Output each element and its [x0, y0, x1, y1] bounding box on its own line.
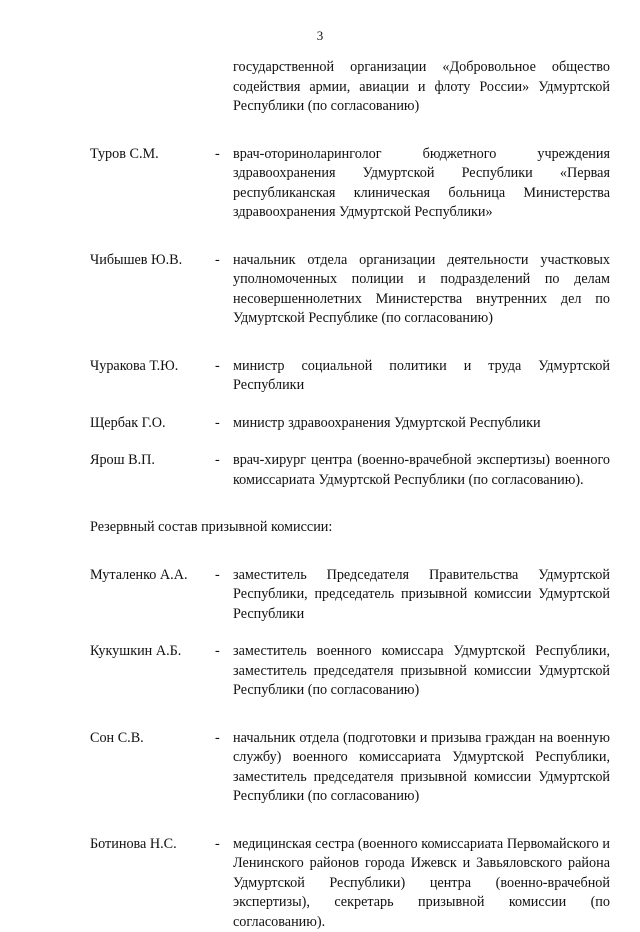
member-name: Ботинова Н.С. [90, 835, 215, 855]
member-description: медицинская сестра (военного комиссариата Первомайского и Ленинского районов города Ижевск и Завьяловского района Удмуртской Республики) центра (военно-врачебной экспертизы), секретарь призывной комиссии (по согласованию). [233, 835, 610, 932]
dash-separator: - [215, 642, 233, 662]
dash-separator: - [215, 729, 233, 749]
member-description: заместитель военного комиссара Удмуртской Республики, заместитель председателя призывной комиссии Удмуртской Республики (по согласованию) [233, 642, 610, 701]
page-number: 3 [0, 28, 640, 44]
member-description: заместитель Председателя Правительства Удмуртской Республики, председатель призывной комиссии Удмуртской Республики [233, 566, 610, 625]
dash-separator: - [215, 835, 233, 855]
member-entry [90, 451, 610, 490]
member-name: Чибышев Ю.В. [90, 251, 215, 271]
member-name: Кукушкин А.Б. [90, 642, 215, 662]
member-description: начальник отдела (подготовки и призыва граждан на военную службу) военного комиссариата Удмуртской Республики, заместитель председателя призывной комиссии Удмуртской Республики (по согласованию) [233, 729, 610, 807]
dash-separator: - [215, 251, 233, 271]
member-entry [90, 145, 610, 223]
member-entry [90, 414, 610, 434]
member-description: врач-хирург центра (военно-врачебной экспертизы) военного комиссариата Удмуртской Республики (по согласованию). [233, 451, 610, 490]
dash-separator: - [215, 414, 233, 434]
member-name: Туров С.М. [90, 145, 215, 165]
dash-separator: - [215, 145, 233, 165]
reserve-member-entry [90, 642, 610, 701]
member-description: начальник отдела организации деятельности участковых уполномоченных полиции и подразделений по делам несовершеннолетних Министерства внутренних дел по Удмуртской Республике (по согласованию) [233, 251, 610, 329]
member-description: министр здравоохранения Удмуртской Республики [233, 414, 610, 434]
dash-separator: - [215, 451, 233, 471]
reserve-member-entry [90, 566, 610, 625]
continuation-text: государственной организации «Добровольное общество содействия армии, авиации и флоту России» Удмуртской Республики (по согласованию) [233, 58, 610, 117]
reserve-member-entry [90, 835, 610, 932]
member-description: министр социальной политики и труда Удмуртской Республики [233, 357, 610, 396]
member-entry [90, 251, 610, 329]
member-name: Чуракова Т.Ю. [90, 357, 215, 377]
member-name: Муталенко А.А. [90, 566, 215, 586]
member-description: врач-оториноларинголог бюджетного учреждения здравоохранения Удмуртской Республики «Первая республиканская клиническая больница Министерства здравоохранения Удмуртской Республики» [233, 145, 610, 223]
dash-separator: - [215, 357, 233, 377]
member-name: Сон С.В. [90, 729, 215, 749]
member-entry [90, 357, 610, 396]
member-name: Щербак Г.О. [90, 414, 215, 434]
reserve-member-entry [90, 729, 610, 807]
member-name: Ярош В.П. [90, 451, 215, 471]
reserve-heading: Резервный состав призывной комиссии: [90, 518, 610, 538]
continuation-entry [90, 58, 610, 117]
dash-separator: - [215, 566, 233, 586]
commission-list [90, 58, 610, 932]
